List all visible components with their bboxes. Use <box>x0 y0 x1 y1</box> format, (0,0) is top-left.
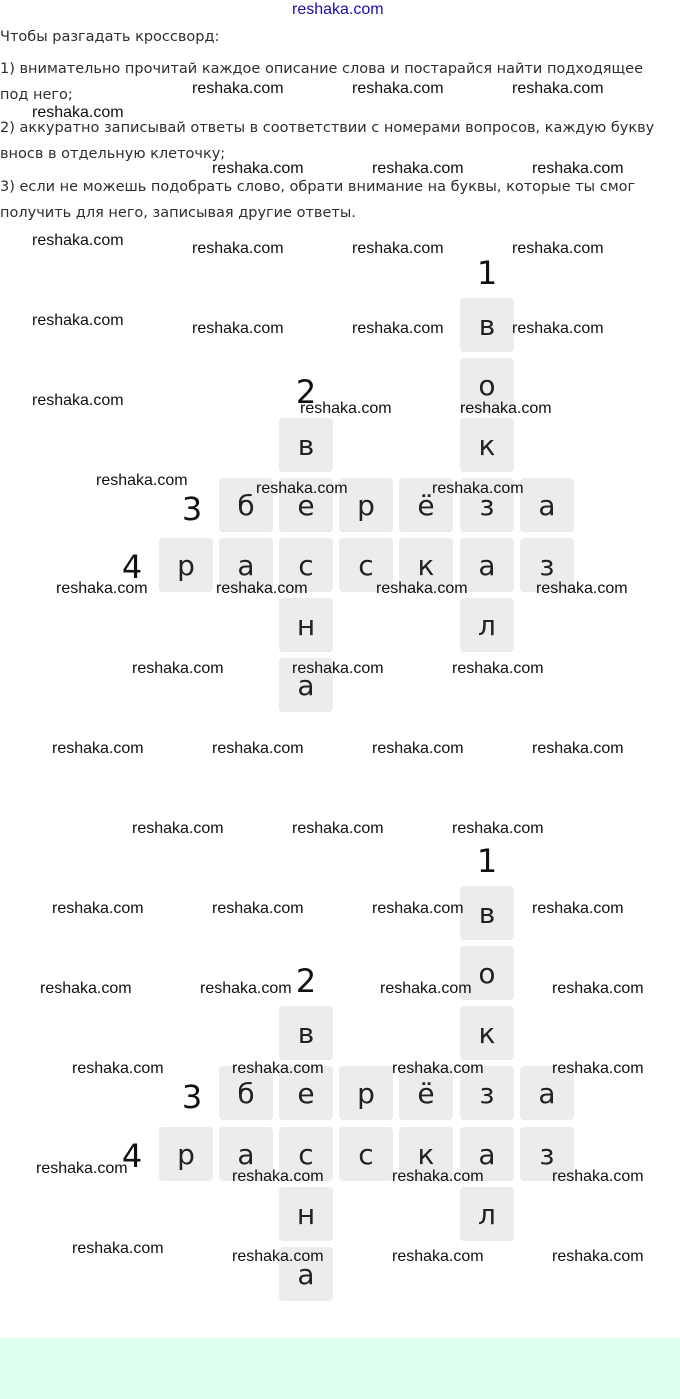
watermark: reshaka.com <box>352 240 444 257</box>
watermark: reshaka.com <box>192 320 284 337</box>
crossword-cell: л <box>460 1187 514 1241</box>
crossword-cell: к <box>399 1127 453 1181</box>
crossword-cell: а <box>219 1127 273 1181</box>
watermark: reshaka.com <box>52 740 144 757</box>
crossword-cell: л <box>460 598 514 652</box>
crossword-cell: в <box>279 418 333 472</box>
watermark: reshaka.com <box>352 320 444 337</box>
watermark: reshaka.com <box>372 160 464 177</box>
clue-number-2: 2 <box>295 962 317 1000</box>
watermark: reshaka.com <box>452 820 544 837</box>
crossword-cell: а <box>279 658 333 712</box>
watermark: reshaka.com <box>212 900 304 917</box>
crossword-cell: а <box>460 538 514 592</box>
watermark: reshaka.com <box>392 1248 484 1265</box>
watermark: reshaka.com <box>72 1240 164 1257</box>
watermark: reshaka.com <box>40 980 132 997</box>
clue-number-4: 4 <box>121 548 143 586</box>
watermark: reshaka.com <box>132 820 224 837</box>
clue-number-3: 3 <box>181 490 203 528</box>
clue-number-1: 1 <box>476 254 498 292</box>
crossword-cell: о <box>460 946 514 1000</box>
watermark: reshaka.com <box>512 320 604 337</box>
watermark: reshaka.com <box>552 980 644 997</box>
crossword-cell: р <box>339 478 393 532</box>
site-link[interactable]: reshaka.com <box>292 1 384 18</box>
crossword-cell: к <box>460 418 514 472</box>
watermark: reshaka.com <box>36 1160 128 1177</box>
watermark: reshaka.com <box>532 740 624 757</box>
watermark: reshaka.com <box>432 480 524 497</box>
watermark: reshaka.com <box>552 1168 644 1185</box>
crossword-cell: е <box>279 478 333 532</box>
clue-number-3: 3 <box>181 1078 203 1116</box>
crossword-cell: з <box>460 478 514 532</box>
watermark: reshaka.com <box>380 980 472 997</box>
watermark: reshaka.com <box>292 660 384 677</box>
crossword-cell: н <box>279 598 333 652</box>
watermark: reshaka.com <box>32 392 124 409</box>
instruction-step-3: 3) если не можешь подобрать слово, обрати внимание на буквы, которые ты смог получить для него, записывая другие ответы. <box>0 179 636 221</box>
watermark: reshaka.com <box>32 232 124 249</box>
watermark: reshaka.com <box>532 900 624 917</box>
crossword-cell: в <box>279 1006 333 1060</box>
watermark: reshaka.com <box>232 1060 324 1077</box>
watermark: reshaka.com <box>392 1060 484 1077</box>
crossword-cell: в <box>460 886 514 940</box>
crossword-cell: с <box>339 538 393 592</box>
crossword-cell: б <box>219 478 273 532</box>
instruction-step-2: 2) аккуратно записывай ответы в соответствии с номерами вопросов, каждую букву вносв в отдельную клеточку; <box>0 120 655 162</box>
crossword-cell: с <box>279 1127 333 1181</box>
watermark: reshaka.com <box>460 400 552 417</box>
watermark: reshaka.com <box>52 900 144 917</box>
watermark: reshaka.com <box>452 660 544 677</box>
crossword-cell: а <box>520 478 574 532</box>
crossword-cell: с <box>279 538 333 592</box>
watermark: reshaka.com <box>212 160 304 177</box>
watermark: reshaka.com <box>352 80 444 97</box>
crossword-cell: з <box>460 1066 514 1120</box>
crossword-cell: б <box>219 1066 273 1120</box>
crossword-cell: е <box>279 1066 333 1120</box>
watermark: reshaka.com <box>96 472 188 489</box>
crossword-cell: а <box>460 1127 514 1181</box>
crossword-cell: в <box>460 298 514 352</box>
crossword-cell: с <box>339 1127 393 1181</box>
crossword-cell: ё <box>399 478 453 532</box>
crossword-cell: н <box>279 1187 333 1241</box>
crossword-cell: р <box>339 1066 393 1120</box>
crossword-cell: а <box>219 538 273 592</box>
watermark: reshaka.com <box>56 580 148 597</box>
instructions-title: Чтобы разгадать кроссворд: <box>0 29 220 45</box>
watermark: reshaka.com <box>192 80 284 97</box>
crossword-cell: р <box>159 538 213 592</box>
clue-number-2: 2 <box>295 373 317 411</box>
watermark: reshaka.com <box>300 400 392 417</box>
crossword-cell: а <box>520 1066 574 1120</box>
watermark: reshaka.com <box>32 312 124 329</box>
watermark: reshaka.com <box>132 660 224 677</box>
clue-number-1: 1 <box>476 842 498 880</box>
watermark: reshaka.com <box>552 1248 644 1265</box>
watermark: reshaka.com <box>512 80 604 97</box>
crossword-cell: к <box>399 538 453 592</box>
watermark: reshaka.com <box>512 240 604 257</box>
watermark: reshaka.com <box>212 740 304 757</box>
watermark: reshaka.com <box>216 580 308 597</box>
crossword-cell: з <box>520 538 574 592</box>
footer-band <box>0 1338 680 1399</box>
watermark: reshaka.com <box>376 580 468 597</box>
clue-number-4: 4 <box>121 1137 143 1175</box>
watermark: reshaka.com <box>372 900 464 917</box>
watermark: reshaka.com <box>552 1060 644 1077</box>
watermark: reshaka.com <box>532 160 624 177</box>
watermark: reshaka.com <box>200 980 292 997</box>
crossword-cell: а <box>279 1247 333 1301</box>
crossword-cell: з <box>520 1127 574 1181</box>
watermark: reshaka.com <box>392 1168 484 1185</box>
watermark: reshaka.com <box>372 740 464 757</box>
crossword-cell: о <box>460 358 514 412</box>
crossword-cell: ё <box>399 1066 453 1120</box>
instruction-step-1: 1) внимательно прочитай каждое описание слова и постарайся найти подходящее под него; <box>0 61 644 103</box>
watermark: reshaka.com <box>232 1168 324 1185</box>
crossword-cell: к <box>460 1006 514 1060</box>
watermark: reshaka.com <box>292 820 384 837</box>
watermark: reshaka.com <box>536 580 628 597</box>
watermark: reshaka.com <box>256 480 348 497</box>
watermark: reshaka.com <box>72 1060 164 1077</box>
watermark: reshaka.com <box>32 104 124 121</box>
crossword-cell: р <box>159 1127 213 1181</box>
watermark: reshaka.com <box>232 1248 324 1265</box>
watermark: reshaka.com <box>192 240 284 257</box>
